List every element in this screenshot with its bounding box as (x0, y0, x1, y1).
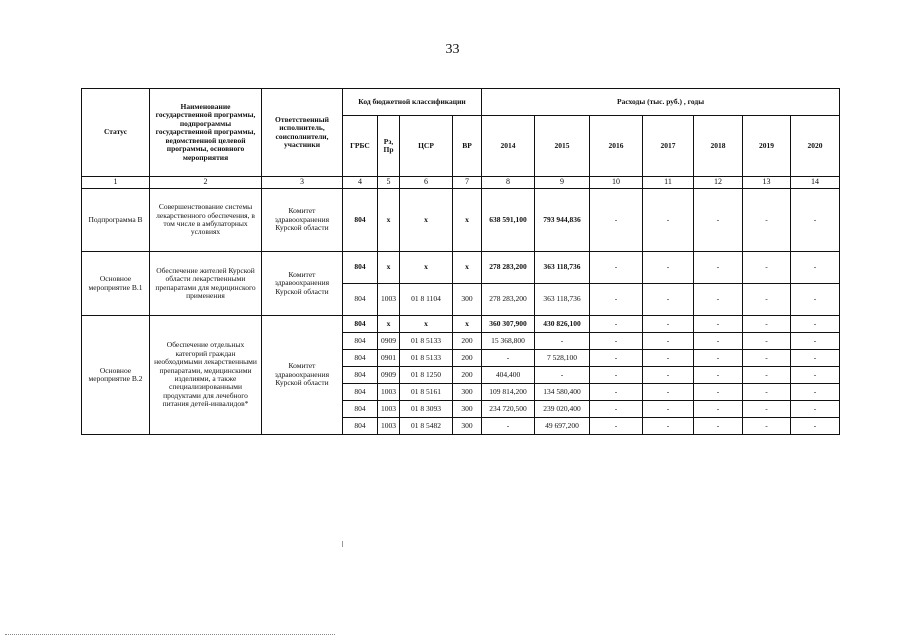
cell-vr: х (453, 252, 482, 284)
group-responsible: Комитет здравоохранения Курской области (262, 252, 343, 316)
cell-y2019: - (743, 367, 791, 384)
column-number: 8 (482, 177, 535, 189)
group-name: Совершенствование системы лекарственного обеспечения, в том числе в амбулаторных условиях (150, 189, 262, 252)
cell-y2020: - (791, 284, 840, 316)
cell-csr: 01 8 1104 (400, 284, 453, 316)
group-status: Подпрограмма В (82, 189, 150, 252)
header-budget-code: Код бюджетной классификации (343, 89, 482, 116)
cell-y2014: - (482, 418, 535, 435)
cell-vr: 300 (453, 401, 482, 418)
cell-csr: х (400, 316, 453, 333)
cell-grbs: 804 (343, 350, 378, 367)
cell-y2016: - (590, 316, 643, 333)
cell-y2020: - (791, 189, 840, 252)
cell-vr: 200 (453, 367, 482, 384)
header-rz: Рз, Пр (378, 116, 400, 177)
cell-y2014: 638 591,100 (482, 189, 535, 252)
cell-y2017: - (643, 401, 694, 418)
cell-grbs: 804 (343, 189, 378, 252)
group-status: Основное мероприятие В.2 (82, 316, 150, 435)
cell-grbs: 804 (343, 401, 378, 418)
cell-y2014: - (482, 350, 535, 367)
header-year: 2015 (535, 116, 590, 177)
cell-grbs: 804 (343, 418, 378, 435)
cell-y2020: - (791, 367, 840, 384)
cell-y2014: 404,400 (482, 367, 535, 384)
cell-vr: 300 (453, 284, 482, 316)
column-number: 6 (400, 177, 453, 189)
cell-y2017: - (643, 367, 694, 384)
cell-y2018: - (694, 384, 743, 401)
cell-y2020: - (791, 333, 840, 350)
column-number: 14 (791, 177, 840, 189)
header-status: Статус (82, 89, 150, 177)
cell-y2014: 109 814,200 (482, 384, 535, 401)
cell-y2015: 430 826,100 (535, 316, 590, 333)
cell-y2014: 360 307,900 (482, 316, 535, 333)
cell-y2016: - (590, 333, 643, 350)
scan-mark (342, 541, 343, 547)
cell-grbs: 804 (343, 384, 378, 401)
cell-y2017: - (643, 316, 694, 333)
cell-y2016: - (590, 189, 643, 252)
cell-csr: х (400, 252, 453, 284)
group-responsible: Комитет здравоохранения Курской области (262, 316, 343, 435)
cell-rz: 0909 (378, 367, 400, 384)
header-year: 2017 (643, 116, 694, 177)
cell-y2018: - (694, 189, 743, 252)
column-number: 5 (378, 177, 400, 189)
cell-rz: х (378, 316, 400, 333)
cell-vr: х (453, 189, 482, 252)
cell-vr: 300 (453, 418, 482, 435)
cell-y2020: - (791, 418, 840, 435)
cell-csr: 01 8 1250 (400, 367, 453, 384)
group-status: Основное мероприятие В.1 (82, 252, 150, 316)
cell-y2020: - (791, 350, 840, 367)
cell-rz: 1003 (378, 418, 400, 435)
cell-rz: 1003 (378, 384, 400, 401)
cell-vr: 200 (453, 350, 482, 367)
cell-y2019: - (743, 316, 791, 333)
header-year: 2020 (791, 116, 840, 177)
header-year: 2019 (743, 116, 791, 177)
cell-csr: 01 8 3093 (400, 401, 453, 418)
cell-y2019: - (743, 284, 791, 316)
cell-y2015: 134 580,400 (535, 384, 590, 401)
cell-y2017: - (643, 252, 694, 284)
cell-y2014: 278 283,200 (482, 284, 535, 316)
header-grbs: ГРБС (343, 116, 378, 177)
cell-y2014: 278 283,200 (482, 252, 535, 284)
header-vr: ВР (453, 116, 482, 177)
cell-y2015: 239 020,400 (535, 401, 590, 418)
cell-y2020: - (791, 384, 840, 401)
cell-y2018: - (694, 418, 743, 435)
cell-y2014: 15 368,800 (482, 333, 535, 350)
cell-y2015: - (535, 367, 590, 384)
cell-rz: 1003 (378, 401, 400, 418)
footer-rule (5, 634, 335, 635)
cell-y2017: - (643, 350, 694, 367)
cell-y2020: - (791, 252, 840, 284)
cell-y2016: - (590, 367, 643, 384)
cell-y2015: 49 697,200 (535, 418, 590, 435)
header-name: Наименование государственной программы, подпрограммы государственной программы, ведомственной целевой программы, основного мероприятия (150, 89, 262, 177)
column-number: 2 (150, 177, 262, 189)
cell-y2019: - (743, 384, 791, 401)
column-number: 13 (743, 177, 791, 189)
cell-y2016: - (590, 284, 643, 316)
cell-grbs: 804 (343, 284, 378, 316)
table-body (82, 189, 840, 435)
cell-y2018: - (694, 284, 743, 316)
table-row (82, 189, 840, 252)
header-year: 2018 (694, 116, 743, 177)
cell-y2015: 7 528,100 (535, 350, 590, 367)
cell-y2019: - (743, 418, 791, 435)
cell-csr: 01 8 5133 (400, 350, 453, 367)
cell-csr: 01 8 5161 (400, 384, 453, 401)
table-row (82, 252, 840, 284)
header-responsible: Ответственный исполнитель, соисполнители, участники (262, 89, 343, 177)
cell-grbs: 804 (343, 252, 378, 284)
cell-vr: 200 (453, 333, 482, 350)
cell-y2017: - (643, 418, 694, 435)
cell-csr: 01 8 5133 (400, 333, 453, 350)
cell-y2019: - (743, 401, 791, 418)
column-number: 12 (694, 177, 743, 189)
cell-y2015: - (535, 333, 590, 350)
cell-y2015: 363 118,736 (535, 284, 590, 316)
cell-y2015: 793 944,836 (535, 189, 590, 252)
cell-csr: х (400, 189, 453, 252)
cell-csr: 01 8 5482 (400, 418, 453, 435)
column-number: 1 (82, 177, 150, 189)
table-row (82, 316, 840, 333)
header-expenses: Расходы (тыс. руб.) , годы (482, 89, 840, 116)
header-csr: ЦСР (400, 116, 453, 177)
cell-y2017: - (643, 333, 694, 350)
cell-y2015: 363 118,736 (535, 252, 590, 284)
column-number: 4 (343, 177, 378, 189)
cell-y2014: 234 720,500 (482, 401, 535, 418)
cell-y2019: - (743, 189, 791, 252)
cell-rz: х (378, 252, 400, 284)
cell-y2020: - (791, 401, 840, 418)
cell-y2016: - (590, 418, 643, 435)
cell-rz: 0909 (378, 333, 400, 350)
cell-y2019: - (743, 350, 791, 367)
group-name: Обеспечение отдельных категорий граждан необходимыми лекарственными препаратами, медицинскими изделиями, а также специализированными продуктами для лечебного питания детей-инвалидов* (150, 316, 262, 435)
cell-y2018: - (694, 401, 743, 418)
cell-rz: х (378, 189, 400, 252)
cell-grbs: 804 (343, 316, 378, 333)
header-row-top (82, 89, 840, 116)
column-number-row (82, 177, 840, 189)
cell-y2017: - (643, 384, 694, 401)
column-number: 10 (590, 177, 643, 189)
cell-y2018: - (694, 367, 743, 384)
group-name: Обеспечение жителей Курской области лекарственными препаратами для медицинского применения (150, 252, 262, 316)
cell-vr: х (453, 316, 482, 333)
cell-rz: 1003 (378, 284, 400, 316)
cell-y2016: - (590, 401, 643, 418)
header-year: 2016 (590, 116, 643, 177)
column-number: 3 (262, 177, 343, 189)
cell-rz: 0901 (378, 350, 400, 367)
cell-y2019: - (743, 252, 791, 284)
cell-y2020: - (791, 316, 840, 333)
cell-vr: 300 (453, 384, 482, 401)
cell-y2018: - (694, 316, 743, 333)
group-responsible: Комитет здравоохранения Курской области (262, 189, 343, 252)
header-year: 2014 (482, 116, 535, 177)
cell-y2016: - (590, 252, 643, 284)
column-number: 9 (535, 177, 590, 189)
cell-y2016: - (590, 384, 643, 401)
cell-grbs: 804 (343, 367, 378, 384)
cell-y2018: - (694, 350, 743, 367)
column-number: 7 (453, 177, 482, 189)
cell-y2017: - (643, 189, 694, 252)
page-number: 33 (445, 42, 460, 57)
column-number: 11 (643, 177, 694, 189)
cell-y2016: - (590, 350, 643, 367)
cell-y2018: - (694, 252, 743, 284)
cell-y2017: - (643, 284, 694, 316)
budget-table (81, 88, 840, 435)
cell-grbs: 804 (343, 333, 378, 350)
cell-y2018: - (694, 333, 743, 350)
cell-y2019: - (743, 333, 791, 350)
